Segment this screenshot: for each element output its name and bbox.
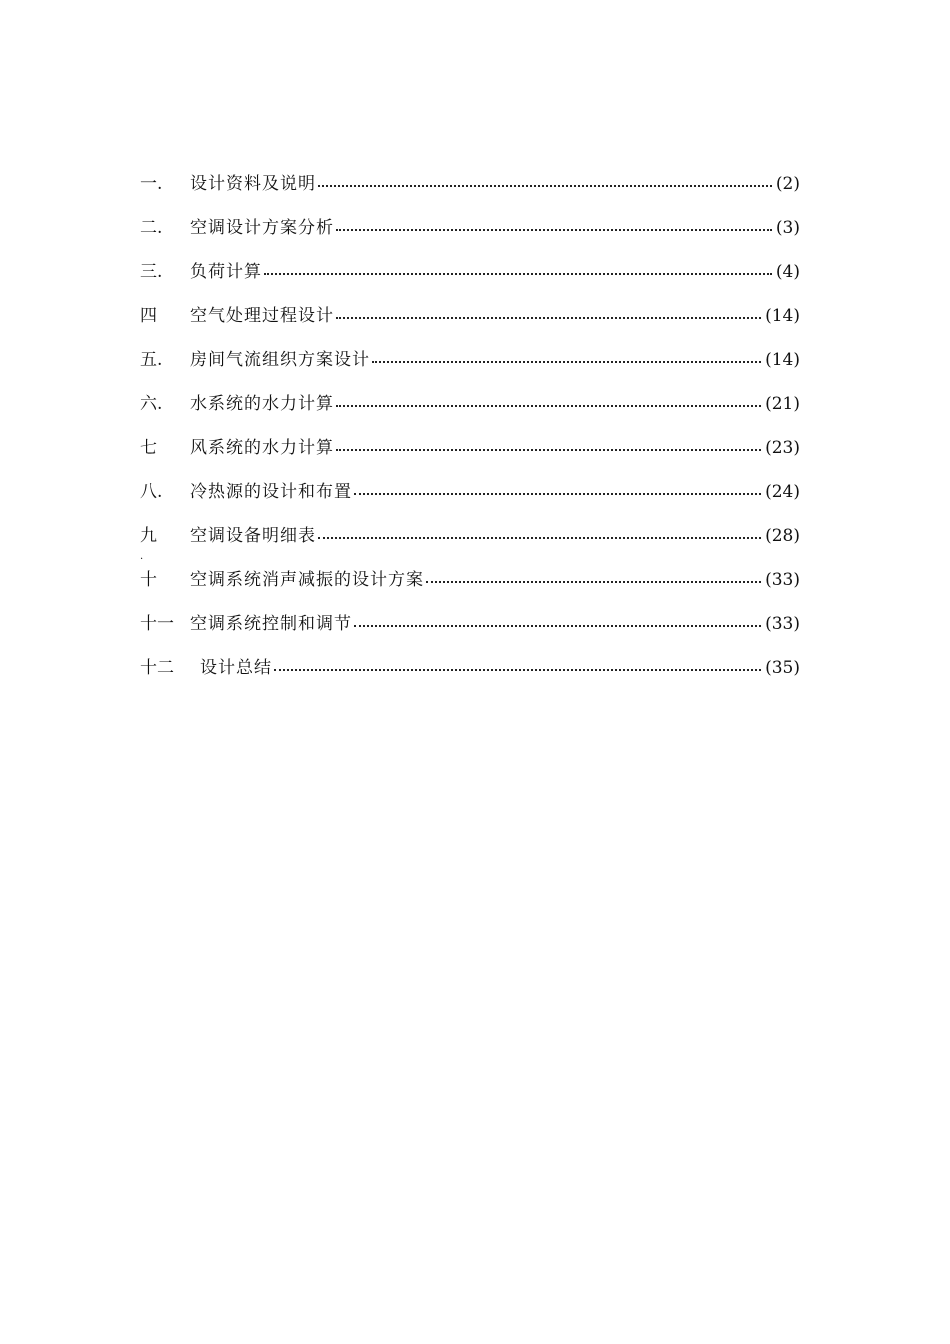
toc-entry[interactable] [140, 294, 800, 338]
table-of-contents [140, 162, 800, 690]
toc-entry[interactable] [140, 338, 800, 382]
toc-entry-title: 冷热源的设计和布置 [190, 482, 352, 502]
toc-entry[interactable] [140, 206, 800, 250]
dot-leader [354, 625, 761, 627]
toc-entry[interactable] [140, 558, 800, 602]
toc-entry-page: (35) [765, 658, 800, 678]
toc-entry-number: 一. [140, 174, 163, 194]
dot-leader [336, 449, 761, 451]
toc-entry-body [190, 206, 800, 250]
toc-entry-page: (3) [775, 218, 800, 238]
dot-leader [336, 405, 761, 407]
toc-entry-page: (24) [765, 482, 800, 502]
toc-entry-title: 水系统的水力计算 [190, 394, 334, 414]
toc-entry-title: 风系统的水力计算 [190, 438, 334, 458]
dot-leader [372, 361, 761, 363]
toc-entry-body [190, 514, 800, 558]
dot-leader [336, 317, 761, 319]
toc-entry[interactable] [140, 162, 800, 206]
toc-entry-body [190, 558, 800, 602]
toc-entry-number: 六. [140, 394, 163, 414]
toc-entry-title: 空调设计方案分析 [190, 218, 334, 238]
toc-entry-page: (23) [765, 438, 800, 458]
toc-entry-page: (33) [765, 614, 800, 634]
toc-entry-page: (28) [765, 526, 800, 546]
toc-entry-body [190, 602, 800, 646]
toc-entry-title: 设计总结 [200, 658, 272, 678]
dot-leader [354, 493, 761, 495]
toc-entry-page: (4) [775, 262, 800, 282]
toc-entry-page: (14) [765, 306, 800, 326]
toc-entry-title: 空调系统消声减振的设计方案 [190, 570, 424, 590]
toc-entry-number: 三. [140, 262, 163, 282]
toc-entry-title: 设计资料及说明 [190, 174, 316, 194]
toc-entry-number: 十 [140, 570, 157, 590]
toc-entry-number: 十二 [140, 658, 174, 678]
toc-entry-page: (14) [765, 350, 800, 370]
stray-dot-mark: . [140, 551, 144, 562]
toc-entry-number: 十一 [140, 614, 174, 634]
toc-entry-title: 房间气流组织方案设计 [190, 350, 370, 370]
toc-entry-number: 二. [140, 218, 163, 238]
toc-entry-page: (2) [775, 174, 800, 194]
toc-entry-page: (21) [765, 394, 800, 414]
toc-entry-body [190, 250, 800, 294]
toc-entry[interactable] [140, 426, 800, 470]
dot-leader [318, 537, 761, 539]
dot-leader [336, 229, 772, 231]
toc-entry[interactable] [140, 382, 800, 426]
toc-entry-title: 空气处理过程设计 [190, 306, 334, 326]
dot-leader [274, 669, 761, 671]
toc-entry-title: 负荷计算 [190, 262, 262, 282]
toc-entry-body [190, 338, 800, 382]
toc-entry-title: 空调设备明细表 [190, 526, 316, 546]
dot-leader [264, 273, 772, 275]
toc-entry-body [190, 426, 800, 470]
toc-entry[interactable] [140, 646, 800, 690]
toc-entry-number: 五. [140, 350, 163, 370]
toc-entry-number: 九 [140, 526, 157, 546]
toc-entry[interactable] [140, 514, 800, 562]
toc-entry-body [190, 294, 800, 338]
dot-leader [426, 581, 761, 583]
toc-entry-page: (33) [765, 570, 800, 590]
toc-entry[interactable] [140, 602, 800, 646]
toc-entry-number: 七 [140, 438, 157, 458]
dot-leader [318, 185, 772, 187]
toc-entry-body [190, 382, 800, 426]
toc-entry-title: 空调系统控制和调节 [190, 614, 352, 634]
toc-entry-body [190, 162, 800, 206]
toc-entry-number: 四 [140, 306, 157, 326]
toc-entry-number: 八. [140, 482, 163, 502]
toc-entry[interactable] [140, 470, 800, 514]
toc-entry[interactable] [140, 250, 800, 294]
toc-entry-body [190, 470, 800, 514]
toc-entry-body [200, 646, 800, 690]
